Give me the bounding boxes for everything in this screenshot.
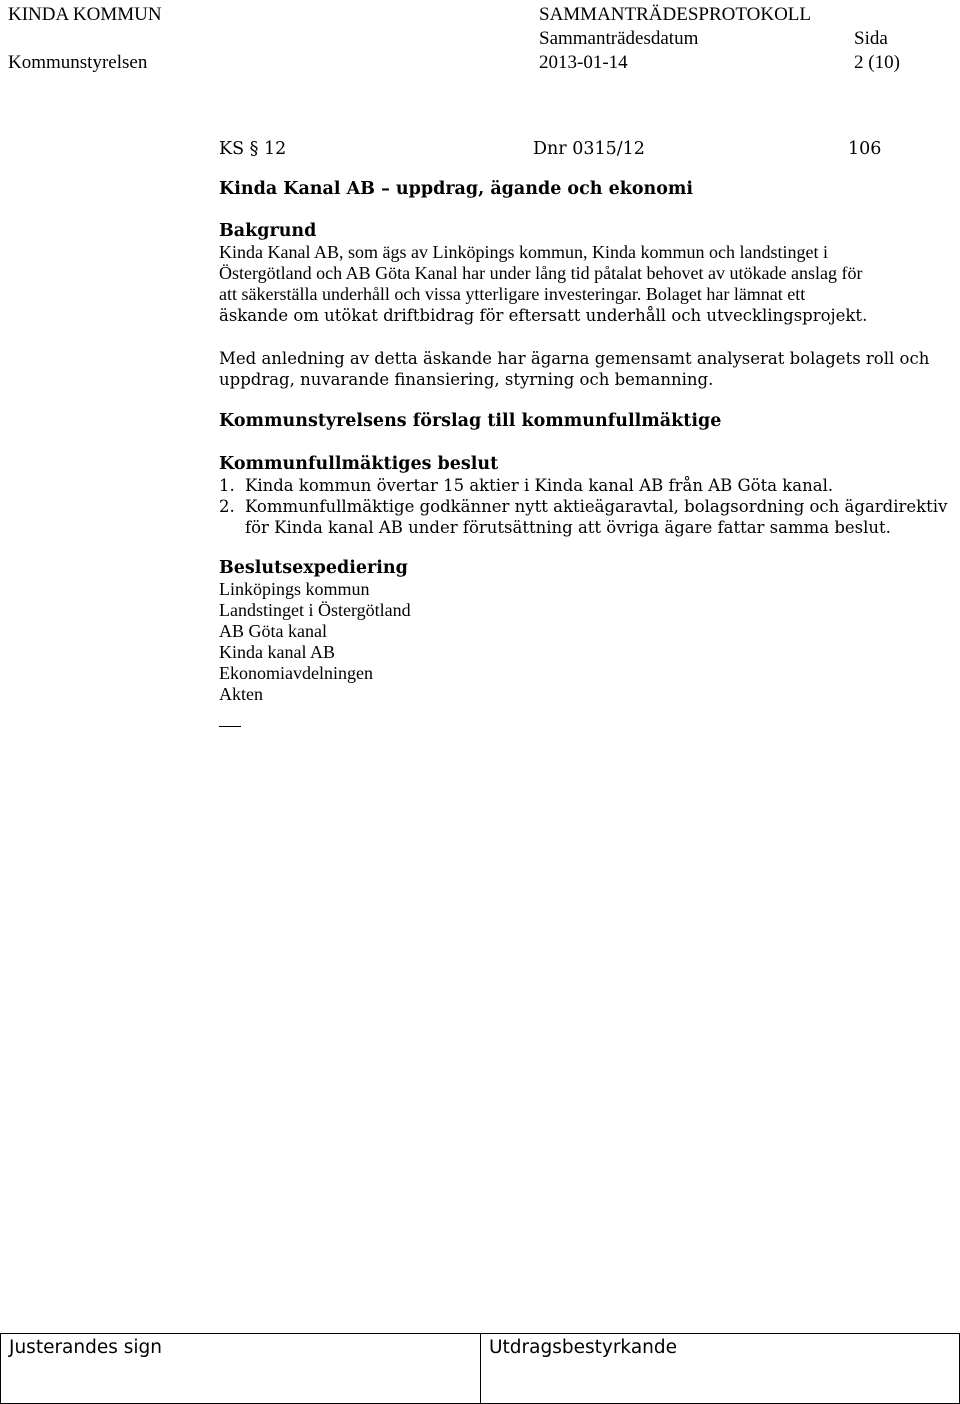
decision-item-number: 1. (219, 476, 235, 495)
distribution-heading: Beslutsexpediering (219, 558, 408, 578)
background-line: äskande om utökat driftbidrag för eftersatt underhåll och utvecklingsprojekt. (219, 306, 868, 325)
protocol-title: SAMMANTRÄDESPROTOKOLL (539, 4, 812, 25)
decision-item-line: för Kinda kanal AB under förutsättning att övriga ägare fattar samma beslut. (245, 518, 891, 537)
decision-section (219, 454, 948, 538)
end-divider (219, 726, 241, 727)
case-row (219, 138, 881, 160)
signature-divider (480, 1334, 481, 1403)
signature-box (0, 1333, 960, 1404)
decision-item-line: Kinda kommun övertar 15 aktier i Kinda kanal AB från AB Göta kanal. (245, 476, 834, 495)
recipient: Akten (219, 684, 263, 704)
decision-item-number: 2. (219, 497, 235, 516)
proposal-heading: Kommunstyrelsens förslag till kommunfullmäktige (219, 411, 722, 431)
paragraph-line: Med anledning av detta äskande har ägarna gemensamt analyserat bolagets roll och (219, 349, 930, 368)
decision-item (219, 496, 948, 538)
meeting-date-label: Sammanträdesdatum (539, 28, 699, 49)
case-id: KS § 12 (219, 139, 287, 159)
background-line: att säkerställa underhåll och vissa ytterligare investeringar. Bolaget har lämnat ett (219, 284, 806, 304)
page-number: 2 (10) (854, 52, 900, 73)
certification-label: Utdragsbestyrkande (489, 1337, 678, 1358)
case-title: Kinda Kanal AB – uppdrag, ägande och ekonomi (219, 179, 694, 199)
decision-item (219, 475, 919, 496)
decision-item-line: Kommunfullmäktige godkänner nytt aktieägaravtal, bolagsordning och ägardirektiv (245, 497, 948, 516)
case-dnr: Dnr 0315/12 (533, 139, 645, 159)
paragraph-line: uppdrag, nuvarande finansiering, styrning och bemanning. (219, 370, 714, 389)
recipient: Linköpings kommun (219, 579, 370, 599)
recipient: AB Göta kanal (219, 621, 327, 641)
background-heading: Bakgrund (219, 221, 317, 241)
page-label: Sida (854, 28, 888, 49)
analysis-paragraph (219, 348, 930, 390)
background-line: Kinda Kanal AB, som ägs av Linköpings kommun, Kinda kommun och landstinget i (219, 242, 828, 262)
recipient: Kinda kanal AB (219, 642, 335, 662)
org-name: KINDA KOMMUN (8, 4, 162, 25)
board-name: Kommunstyrelsen (8, 52, 148, 73)
adjuster-sign-label: Justerandes sign (9, 1337, 163, 1358)
recipient: Landstinget i Östergötland (219, 600, 411, 620)
case-number: 106 (848, 139, 882, 159)
recipient: Ekonomiavdelningen (219, 663, 373, 683)
background-section (219, 221, 919, 326)
background-line: Östergötland och AB Göta Kanal har under lång tid påtalat behovet av utökade anslag för (219, 263, 863, 283)
distribution-section (219, 558, 919, 705)
meeting-date: 2013-01-14 (539, 52, 628, 73)
decision-heading: Kommunfullmäktiges beslut (219, 454, 499, 474)
